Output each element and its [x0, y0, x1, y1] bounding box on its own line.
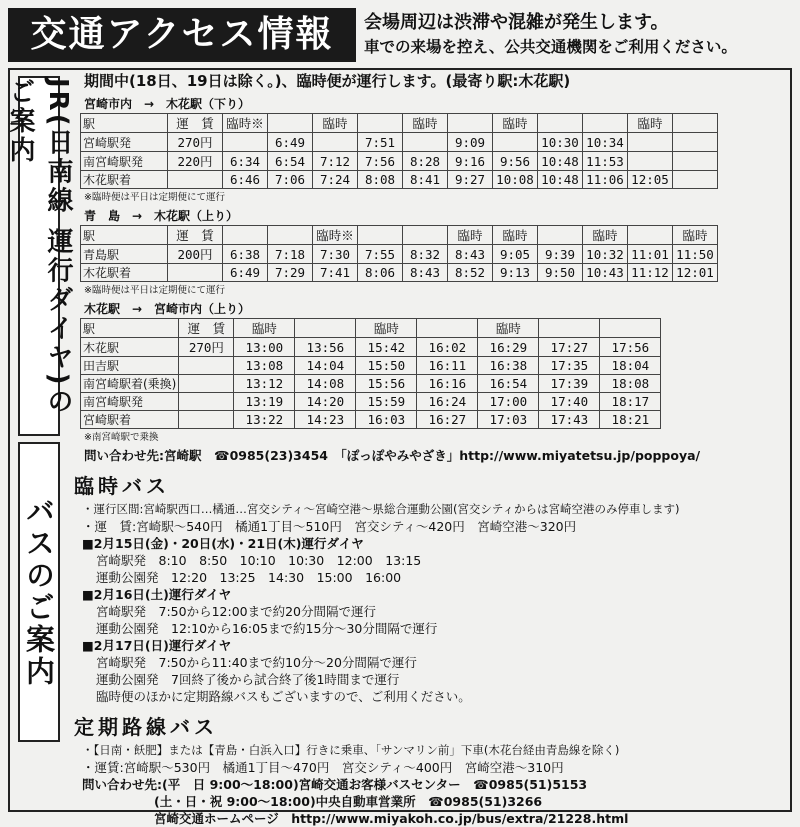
schedule-2-heading: ■2月16日(土)運行ダイヤ — [82, 587, 232, 602]
time-cell: 臨時 — [493, 114, 538, 133]
time-cell: 18:17 — [600, 393, 661, 411]
time-cell: 17:03 — [478, 411, 539, 429]
temporary-bus-title: 臨時バス — [74, 474, 170, 498]
bus-route: ・運行区間:宮崎駅西口…橘通…宮交シティ～宮崎空港～県総合運動公園(宮交シティからは宮崎空港のみ停車します) — [82, 502, 680, 516]
time-cell: 6:49 — [268, 133, 313, 152]
station-cell: 駅 — [81, 226, 168, 245]
time-cell: 11:06 — [583, 171, 628, 189]
timetable-1-note: ※臨時便は平日は定期便にて運行 — [84, 192, 225, 203]
time-cell: 8:43 — [448, 245, 493, 264]
time-cell: 18:04 — [600, 357, 661, 375]
time-cell: 8:43 — [403, 264, 448, 282]
jr-section-label: JR(日南線 運行ダイヤ)のご案内 — [18, 76, 60, 436]
time-cell: 9:50 — [538, 264, 583, 282]
time-cell — [448, 114, 493, 133]
time-cell — [673, 114, 718, 133]
time-cell: 10:43 — [583, 264, 628, 282]
time-cell: 17:39 — [539, 375, 600, 393]
schedule-3-line3: 臨時便のほかに定期路線バスもございますので、ご利用ください。 — [96, 689, 471, 704]
fare-cell — [179, 411, 234, 429]
time-cell: 7:56 — [358, 152, 403, 171]
fare-cell: 220円 — [168, 152, 223, 171]
time-cell: 10:48 — [538, 152, 583, 171]
time-cell: 10:48 — [538, 171, 583, 189]
fare-cell — [168, 264, 223, 282]
table-row — [81, 114, 718, 133]
table-row — [81, 171, 718, 189]
time-cell: 臨時 — [356, 319, 417, 338]
time-cell — [313, 133, 358, 152]
station-cell: 木花駅着 — [81, 264, 168, 282]
time-cell: 7:18 — [268, 245, 313, 264]
time-cell: 6:34 — [223, 152, 268, 171]
jr-contact: 問い合わせ先:宮崎駅 ☎0985(23)3454 「ぽっぽやみやざき」http://www.miyatetsu.jp/poppoya/ — [84, 448, 701, 463]
schedule-1-line1: 宮崎駅発 8:10 8:50 10:10 10:30 12:00 13:15 — [96, 553, 422, 568]
time-cell: 10:08 — [493, 171, 538, 189]
schedule-1-line2: 運動公園発 12:20 13:25 14:30 15:00 16:00 — [96, 570, 402, 585]
header-message — [364, 10, 792, 60]
time-cell: 11:50 — [673, 245, 718, 264]
fare-cell — [179, 375, 234, 393]
fare-cell: 200円 — [168, 245, 223, 264]
time-cell: 18:21 — [600, 411, 661, 429]
time-cell — [358, 114, 403, 133]
time-cell: 17:27 — [539, 338, 600, 357]
time-cell — [403, 226, 448, 245]
time-cell: 17:56 — [600, 338, 661, 357]
time-cell — [538, 226, 583, 245]
time-cell: 13:22 — [234, 411, 295, 429]
timetable-2-note: ※臨時便は平日は定期便にて運行 — [84, 285, 225, 296]
time-cell: 6:46 — [223, 171, 268, 189]
time-cell: 11:01 — [628, 245, 673, 264]
station-cell: 宮崎駅着 — [81, 411, 179, 429]
table-row — [81, 411, 661, 429]
time-cell: 8:28 — [403, 152, 448, 171]
station-cell: 宮崎駅発 — [81, 133, 168, 152]
time-cell: 14:08 — [295, 375, 356, 393]
time-cell — [268, 226, 313, 245]
table-row — [81, 226, 718, 245]
fare-cell: 270円 — [168, 133, 223, 152]
time-cell: 8:06 — [358, 264, 403, 282]
time-cell: 6:54 — [268, 152, 313, 171]
table-row — [81, 338, 661, 357]
time-cell — [295, 319, 356, 338]
time-cell: 14:04 — [295, 357, 356, 375]
station-cell: 木花駅着 — [81, 171, 168, 189]
time-cell: 7:30 — [313, 245, 358, 264]
time-cell — [673, 171, 718, 189]
time-cell: 17:40 — [539, 393, 600, 411]
time-cell: 7:12 — [313, 152, 358, 171]
time-cell: 14:20 — [295, 393, 356, 411]
time-cell: 臨時 — [234, 319, 295, 338]
time-cell: 臨時 — [313, 114, 358, 133]
time-cell: 15:50 — [356, 357, 417, 375]
time-cell: 臨時 — [478, 319, 539, 338]
time-cell: 9:27 — [448, 171, 493, 189]
time-cell: 16:54 — [478, 375, 539, 393]
time-cell — [403, 133, 448, 152]
bus-contact-2: (土・日・祝 9:00～18:00)中央自動車営業所 ☎0985(51)3266 — [154, 794, 543, 809]
time-cell: 臨時※ — [313, 226, 358, 245]
time-cell: 9:39 — [538, 245, 583, 264]
time-cell: 臨時 — [628, 114, 673, 133]
time-cell — [583, 114, 628, 133]
bus-fare: ・運 賃:宮崎駅～540円 橘通1丁目～510円 宮交シティ～420円 宮崎空港～320円 — [82, 519, 577, 534]
time-cell — [673, 152, 718, 171]
fare-cell: 運 賃 — [179, 319, 234, 338]
time-cell: 9:56 — [493, 152, 538, 171]
time-cell: 10:32 — [583, 245, 628, 264]
time-cell: 17:43 — [539, 411, 600, 429]
time-cell: 8:52 — [448, 264, 493, 282]
time-cell: 16:38 — [478, 357, 539, 375]
table-row — [81, 245, 718, 264]
station-cell: 駅 — [81, 319, 179, 338]
schedule-2-line1: 宮崎駅発 7:50から12:00まで約20分間隔で運行 — [96, 604, 376, 619]
station-cell: 南宮崎駅着(乗換) — [81, 375, 179, 393]
timetable-3-note: ※南宮崎駅で乗換 — [84, 432, 159, 443]
schedule-3-line2: 運動公園発 7回終了後から試合終了後1時間まで運行 — [96, 672, 400, 687]
time-cell: 16:27 — [417, 411, 478, 429]
table-row — [81, 319, 661, 338]
main-content — [70, 70, 786, 827]
time-cell: 10:34 — [583, 133, 628, 152]
time-cell: 13:12 — [234, 375, 295, 393]
time-cell: 7:55 — [358, 245, 403, 264]
time-cell — [358, 226, 403, 245]
time-cell: 臨時※ — [223, 114, 268, 133]
time-cell: 15:59 — [356, 393, 417, 411]
regular-bus-fare: ・運賃:宮崎駅～530円 橘通1丁目～470円 宮交シティ～400円 宮崎空港～310円 — [82, 760, 564, 775]
time-cell: 13:19 — [234, 393, 295, 411]
time-cell: 臨時 — [583, 226, 628, 245]
station-cell: 木花駅 — [81, 338, 179, 357]
table-row — [81, 133, 718, 152]
time-cell: 7:24 — [313, 171, 358, 189]
route-3-title: 木花駅 → 宮崎市内（上り） — [84, 302, 251, 316]
time-cell: 6:49 — [223, 264, 268, 282]
time-cell — [223, 226, 268, 245]
time-cell — [538, 114, 583, 133]
time-cell: 14:23 — [295, 411, 356, 429]
station-cell: 南宮崎駅発 — [81, 393, 179, 411]
time-cell: 11:12 — [628, 264, 673, 282]
time-cell: 9:16 — [448, 152, 493, 171]
route-1-title: 宮崎市内 → 木花駅（下り） — [84, 97, 251, 111]
time-cell: 13:56 — [295, 338, 356, 357]
time-cell: 16:16 — [417, 375, 478, 393]
time-cell: 6:38 — [223, 245, 268, 264]
station-cell: 駅 — [81, 114, 168, 133]
regular-bus-route: ・【日南・飫肥】または【青島・白浜入口】行きに乗車、「サンマリン前」下車(木花台経由青島線を除く) — [82, 743, 620, 757]
table-row — [81, 375, 661, 393]
bus-section-label: バスのご案内 — [18, 442, 60, 742]
timetable-upbound — [80, 318, 661, 429]
time-cell: 9:05 — [493, 245, 538, 264]
time-cell: 7:51 — [358, 133, 403, 152]
timetable-aoshima — [80, 225, 718, 282]
time-cell: 18:08 — [600, 375, 661, 393]
time-cell: 9:13 — [493, 264, 538, 282]
time-cell: 17:35 — [539, 357, 600, 375]
time-cell: 臨時 — [673, 226, 718, 245]
time-cell: 16:29 — [478, 338, 539, 357]
schedule-2-line2: 運動公園発 12:10から16:05まで約15分～30分間隔で運行 — [96, 621, 438, 636]
bus-homepage: 宮崎交通ホームページ http://www.miyakoh.co.jp/bus/extra/21228.html — [154, 811, 629, 826]
time-cell — [417, 319, 478, 338]
fare-cell: 運 賃 — [168, 226, 223, 245]
table-row — [81, 152, 718, 171]
route-2-title: 青 島 → 木花駅（上り） — [84, 209, 239, 223]
table-row — [81, 357, 661, 375]
station-cell: 南宮崎駅発 — [81, 152, 168, 171]
time-cell: 10:30 — [538, 133, 583, 152]
schedule-3-heading: ■2月17日(日)運行ダイヤ — [82, 638, 232, 653]
time-cell: 16:03 — [356, 411, 417, 429]
time-cell: 12:01 — [673, 264, 718, 282]
table-row — [81, 393, 661, 411]
time-cell: 臨時 — [493, 226, 538, 245]
header-message-line2: 車での来場を控え、公共交通機関をご利用ください。 — [364, 38, 737, 56]
time-cell: 7:29 — [268, 264, 313, 282]
fare-cell — [179, 357, 234, 375]
fare-cell: 270円 — [179, 338, 234, 357]
time-cell: 7:06 — [268, 171, 313, 189]
time-cell: 16:02 — [417, 338, 478, 357]
header-message-line1: 会場周辺は渋滞や混雑が発生します。 — [364, 12, 669, 33]
time-cell — [493, 133, 538, 152]
time-cell: 9:09 — [448, 133, 493, 152]
time-cell — [600, 319, 661, 338]
station-cell: 青島駅 — [81, 245, 168, 264]
station-cell: 田吉駅 — [81, 357, 179, 375]
time-cell: 16:24 — [417, 393, 478, 411]
schedule-1-heading: ■2月15日(金)・20日(水)・21日(木)運行ダイヤ — [82, 536, 364, 551]
time-cell: 15:42 — [356, 338, 417, 357]
time-cell: 8:41 — [403, 171, 448, 189]
time-cell: 8:32 — [403, 245, 448, 264]
time-cell — [628, 226, 673, 245]
time-cell: 13:00 — [234, 338, 295, 357]
fare-cell: 運 賃 — [168, 114, 223, 133]
time-cell: 11:53 — [583, 152, 628, 171]
jr-lead: 期間中(18日、19日は除く。)、臨時便が運行します。(最寄り駅:木花駅) — [84, 72, 571, 90]
table-row — [81, 264, 718, 282]
time-cell — [673, 133, 718, 152]
time-cell: 17:00 — [478, 393, 539, 411]
time-cell: 臨時 — [448, 226, 493, 245]
time-cell: 15:56 — [356, 375, 417, 393]
fare-cell — [168, 171, 223, 189]
bus-contact-1: 問い合わせ先:(平 日 9:00～18:00)宮崎交通お客様バスセンター ☎0985(51)5153 — [82, 777, 588, 792]
time-cell: 臨時 — [403, 114, 448, 133]
time-cell — [628, 133, 673, 152]
time-cell — [268, 114, 313, 133]
page-title: 交通アクセス情報 — [8, 8, 356, 62]
time-cell: 8:08 — [358, 171, 403, 189]
regular-bus-title: 定期路線バス — [74, 715, 218, 739]
time-cell — [223, 133, 268, 152]
time-cell — [539, 319, 600, 338]
schedule-3-line1: 宮崎駅発 7:50から11:40まで約10分～20分間隔で運行 — [96, 655, 417, 670]
time-cell: 12:05 — [628, 171, 673, 189]
header — [8, 6, 792, 66]
time-cell: 13:08 — [234, 357, 295, 375]
fare-cell — [179, 393, 234, 411]
time-cell: 16:11 — [417, 357, 478, 375]
timetable-downbound — [80, 113, 718, 189]
time-cell — [628, 152, 673, 171]
time-cell: 7:41 — [313, 264, 358, 282]
